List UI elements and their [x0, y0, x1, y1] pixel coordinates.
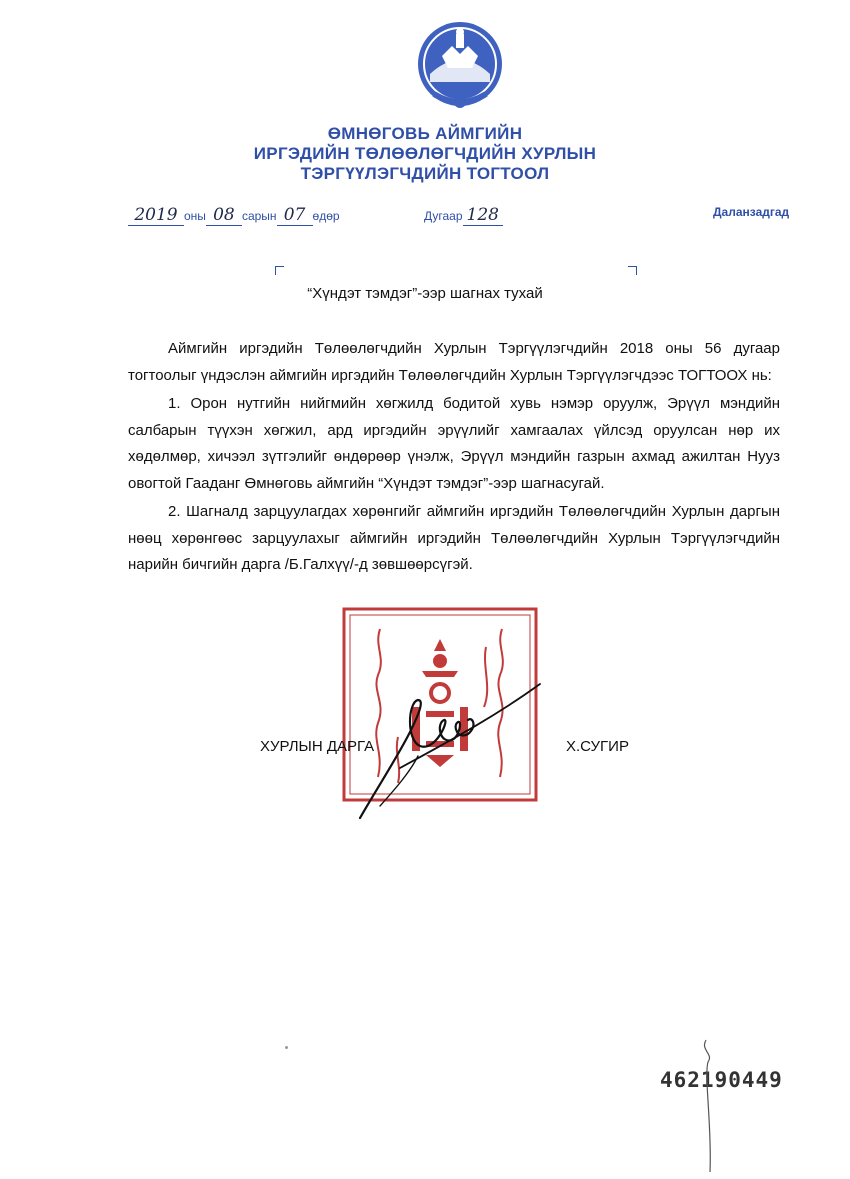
- date-line: [128, 205, 340, 226]
- header-line-1: ӨМНӨГОВЬ АЙМГИЙН: [327, 124, 523, 143]
- date-month: 08: [206, 205, 242, 226]
- date-day: 07: [277, 205, 313, 226]
- number-value: 128: [463, 205, 503, 226]
- city: Даланзадгад: [713, 205, 790, 219]
- state-emblem: [412, 16, 508, 116]
- pencil-mark: [696, 1036, 726, 1176]
- body-item-1: 1. Орон нутгийн нийгмийн хөгжилд бодитой хувь нэмэр оруулж, Эрүүл мэндийн салбарын түүхэн хөгжил, ард иргэдийн эрүүлийг хамгаалах үйлсэд оруулсан нөр их хөдөлмөр, хичээл зүтгэлийг өндөрөөр үнэлж, Эрүүл мэндийн газрын ахмад ажилтан Нууз овогтой Гааданг Өмнөговь аймгийн “Хүндэт тэмдэг”-ээр шагнасугай.: [128, 395, 780, 492]
- date-month-suffix: сарын: [241, 209, 277, 223]
- signatory-name: Х.СУГИР: [566, 738, 629, 755]
- signatory-title: ХУРЛЫН ДАРГА: [260, 738, 375, 755]
- scan-speck: [285, 1046, 288, 1049]
- body-item-2: 2. Шагналд зарцуулагдах хөрөнгийг аймгийн иргэдийн Төлөөлөгчдийн Хурлын даргын нөөц хөрөнгөөс зарцуулахыг аймгийн иргэдийн Төлөөлөгчдийн Хурлын Тэргүүлэгчдийн нарийн бичгийн дарга /Б.Галхүү/-д зөвшөөрсүгэй.: [128, 503, 780, 573]
- body-intro: Аймгийн иргэдийн Төлөөлөгчдийн Хурлын Тэргүүлэгчдийн 2018 оны 56 дугаар тогтоолыг үндэслэн аймгийн иргэдийн Төлөөлөгчдийн Хурлын Тэргүүлэгчдээс ТОГТООХ нь:: [128, 340, 780, 384]
- document-body: [128, 336, 780, 579]
- date-year: 2019: [128, 205, 184, 226]
- document-number: [424, 205, 503, 226]
- number-label: Дугаар: [424, 209, 463, 223]
- document-subject: “Хүндэт тэмдэг”-ээр шагнах тухай: [307, 285, 543, 302]
- header-line-3: ТЭРГҮҮЛЭГЧДИЙН ТОГТООЛ: [300, 164, 550, 183]
- subject-bracket-right: [628, 266, 637, 275]
- header-line-2: ИРГЭДИЙН ТӨЛӨӨЛӨГЧДИЙН ХУРЛЫН: [253, 144, 597, 163]
- date-year-suffix: оны: [184, 209, 206, 223]
- date-day-suffix: өдөр: [312, 209, 340, 223]
- subject-bracket-left: [275, 266, 284, 275]
- serial-number: 462190449: [660, 1068, 783, 1092]
